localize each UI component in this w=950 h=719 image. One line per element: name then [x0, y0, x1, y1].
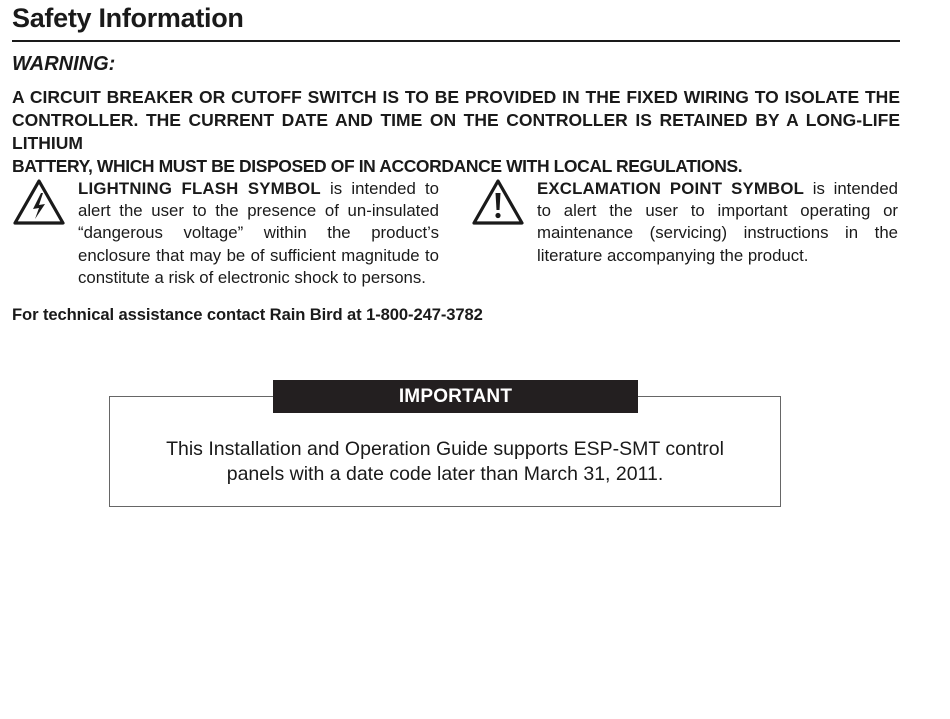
warning-heading: WARNING: — [12, 53, 116, 75]
exclamation-symbol-text: is intended to alert the user to important operating or maintenance (servicing) instructions in the literature accompanying the product. — [537, 179, 898, 265]
lightning-flash-warning-icon — [12, 178, 66, 226]
warning-text-last-line: BATTERY, WHICH MUST BE DISPOSED OF IN ACCORDANCE WITH LOCAL REGULATIONS. — [12, 156, 743, 176]
exclamation-warning-icon — [471, 178, 525, 226]
important-notice-line-1: This Installation and Operation Guide supports ESP-SMT control — [166, 438, 724, 460]
lightning-symbol-description — [78, 178, 439, 289]
important-notice-text — [109, 437, 781, 486]
page-title: Safety Information — [12, 3, 244, 33]
lightning-symbol-name: LIGHTNING FLASH SYMBOL — [78, 179, 321, 198]
important-notice-line-2: panels with a date code later than March 31, 2011. — [226, 462, 664, 485]
exclamation-symbol-name: EXCLAMATION POINT SYMBOL — [537, 179, 805, 198]
warning-text-main: A CIRCUIT BREAKER OR CUTOFF SWITCH IS TO BE PROVIDED IN THE FIXED WIRING TO ISOLATE THE CONTROLLER. THE CURRENT DATE AND TIME ON THE CONTROLLER IS RETAINED BY A LONG-LIFE LITHIUM — [12, 87, 900, 153]
technical-assistance-contact: For technical assistance contact Rain Bird at 1-800-247-3782 — [12, 305, 483, 324]
warning-text — [12, 86, 900, 178]
title-divider — [12, 40, 900, 42]
important-banner: IMPORTANT — [273, 380, 638, 413]
exclamation-symbol-description — [537, 178, 898, 267]
lightning-symbol-text: is intended to alert the user to the presence of un-insulated “dangerous voltage” within the product’s enclosure that may be of sufficient magnitude to constitute a risk of electronic shock to persons. — [78, 179, 439, 287]
